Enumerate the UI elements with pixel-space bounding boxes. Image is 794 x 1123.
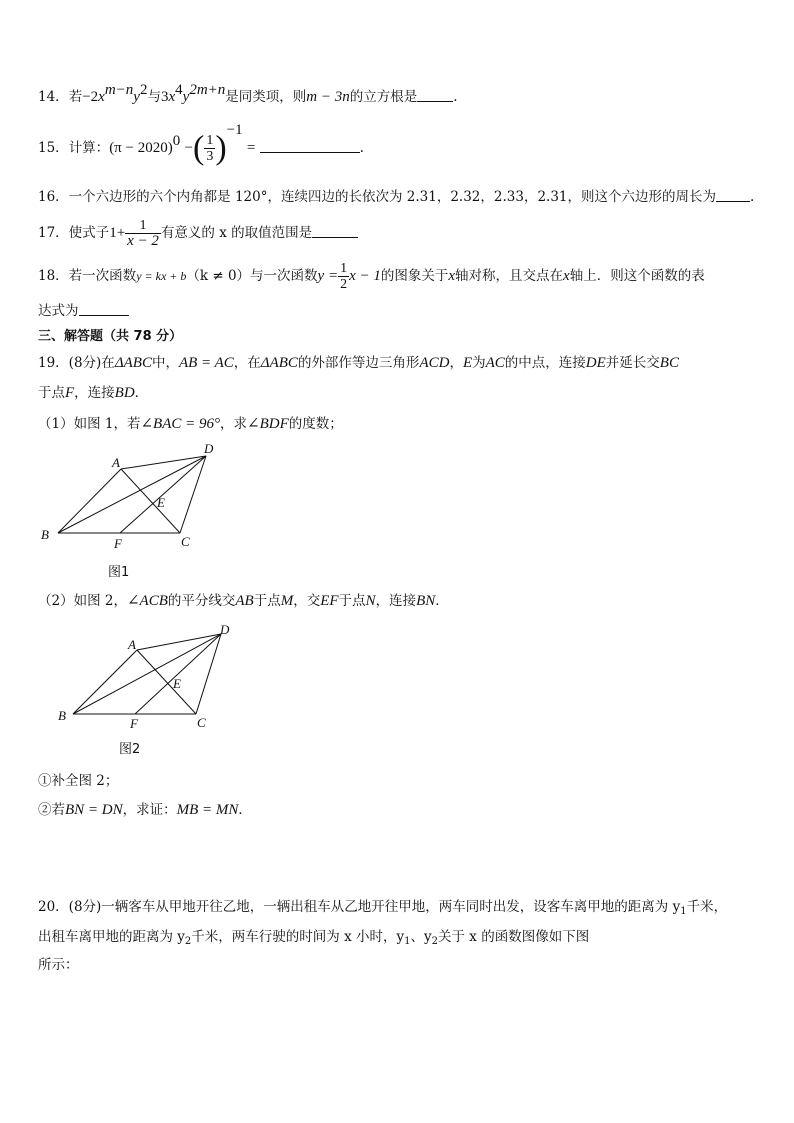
q18-axis-2: x (563, 268, 570, 284)
q17-lead: 1+ (109, 225, 126, 241)
q18-text-4: 轴上．则这个函数的表 (569, 268, 705, 284)
q15-minus: − (184, 140, 193, 156)
q19-equation-1: AB = AC (178, 355, 234, 371)
q14-coef-1: −2 (82, 89, 99, 105)
q19-sub2-text-a: ②若 (38, 802, 65, 818)
fig1-label-e: E (157, 495, 165, 510)
q19-text-f: 为 (472, 355, 486, 371)
q19-part2-text-b: 的平分线交 (167, 593, 236, 609)
q14-exp-y1: 2 (139, 82, 148, 98)
q20-line-2c: 、y (410, 929, 432, 945)
q15-frac-num: 1 (206, 133, 214, 148)
q19-sub2-text-b: ，求证： (122, 802, 177, 818)
q17-frac-num: 1 (125, 218, 161, 234)
q19-part2-ef: EF (320, 593, 339, 609)
q15-number: 15． (38, 140, 69, 156)
q14-exp-1: m−n (104, 82, 134, 98)
q20-line-2-sub2: 1 (404, 936, 411, 947)
q19-part1-text-a: （1）如图 1，若 (38, 416, 141, 432)
q19-part2-text-c: 于点 (253, 593, 281, 609)
q19-bd: BD (114, 385, 135, 401)
q20-line-2-sub1: 2 (184, 936, 192, 947)
q19-point-f: F (65, 385, 75, 401)
q19-part1-angle: ∠BAC = 96° (140, 416, 221, 432)
q14-expression: m − 3n (306, 89, 350, 105)
q15-right-paren: ) (215, 129, 227, 167)
fig2-label-c: C (197, 715, 206, 730)
fig2-segment-ba (73, 650, 137, 714)
q18-text-1: 与一次函数 (250, 268, 318, 284)
q14-var-y1: y (133, 89, 140, 105)
q18-text-3: 轴对称，且交点在 (455, 268, 564, 284)
q14-var-y2: y (182, 89, 190, 105)
q19-part2-text-d: ，交 (293, 593, 321, 609)
q20-line-1-sub: 1 (680, 906, 687, 917)
q14-text-2: 与 (147, 89, 161, 105)
q17-frac-den: x − 2 (127, 233, 159, 249)
fig1-label-c: C (181, 534, 190, 549)
figure-2-caption: 图2 (119, 742, 141, 757)
q19-sub2-equation-2: MB = MN (176, 802, 239, 818)
q15-equals: = (246, 140, 256, 156)
q19-text-c: ，在 (233, 355, 261, 371)
q18-function-2-lead: y = (317, 268, 339, 284)
question-19-sub-1: ①补全图 2； (38, 773, 119, 789)
q15-end: . (359, 140, 364, 156)
q19-part2-angle: ∠ACB (126, 593, 168, 609)
q19-part2-bn: BN (416, 593, 436, 609)
q14-coef-2: 3 (160, 89, 169, 105)
q19-part2-ab: AB (235, 593, 254, 609)
q19-part2-text-a: （2）如图 2， (38, 593, 127, 609)
q15-exp-1: 0 (172, 133, 181, 149)
q20-line-2d: 关于 x 的函数图像如下图 (438, 929, 590, 945)
q14-text-4: 的立方根是 (349, 89, 418, 105)
q19-part2-text-g: ． (435, 593, 449, 609)
q19-text-2b: ，连接 (74, 385, 115, 401)
q19-text-e: ， (449, 355, 463, 371)
q17-tail: 有意义的 x 的取值范围是 (160, 225, 313, 241)
q19-part1-text-c: 的度数； (288, 416, 343, 432)
q20-line-1-end: 千米， (686, 899, 728, 915)
q20-line-1-text: 20．(8分)一辆客车从甲地开往乙地，一辆出租车从乙地开往甲地，两车同时出发，设客车离甲地的距离为 y (38, 899, 681, 915)
q15-left-paren: ( (192, 129, 205, 167)
q19-triangle-2: ΔABC (260, 355, 298, 371)
fig2-label-a: A (128, 637, 136, 652)
q19-part1-angle-2: ∠BDF (247, 416, 289, 432)
figure-1-caption: 图1 (108, 565, 130, 580)
q19-text-b: 中， (151, 355, 179, 371)
fig2-label-e: E (173, 676, 181, 691)
q19-ac: AC (485, 355, 505, 371)
q19-part2-point-m: M (280, 593, 294, 609)
q19-triangle-1: ΔABC (114, 355, 152, 371)
section-3-heading: 三、解答题（共 78 分） (38, 329, 183, 344)
fig2-label-d: D (220, 622, 230, 637)
q19-acd: ACD (419, 355, 450, 371)
q20-line-2b: 千米，两车行驶的时间为 x 小时，y (191, 929, 405, 945)
q19-text-h: 并延长交 (605, 355, 660, 371)
question-20-line-3: 所示： (38, 957, 79, 973)
q15-exp-2: −1 (226, 122, 243, 138)
q19-text-2c: ． (134, 385, 149, 401)
q18-frac-num: 1 (340, 261, 348, 276)
q18-axis-1: x (448, 268, 456, 284)
q19-de: DE (585, 355, 606, 371)
q16-end: . (750, 189, 755, 205)
fig1-label-d: D (204, 441, 214, 456)
q18-frac-den: 2 (340, 277, 348, 292)
q18-function-2-tail: x − 1 (349, 268, 381, 284)
q19-text-a: 19．(8分)在 (38, 355, 115, 371)
q17-number: 17．使式子 (38, 225, 110, 241)
question-20-line-2 (38, 928, 589, 946)
fig1-label-f: F (114, 536, 122, 551)
q19-sub2-equation: BN = DN (65, 802, 123, 818)
q18-condition: （k ≠ 0） (186, 268, 251, 284)
fig2-label-b: B (58, 708, 66, 723)
q20-line-2a: 出租车离甲地的距离为 y (38, 929, 185, 945)
q14-number: 14． (38, 89, 69, 105)
q19-point-e: E (462, 355, 473, 371)
q20-line-2-sub3: 2 (431, 936, 439, 947)
q19-text-2a: 于点 (38, 385, 65, 401)
q18-line-2-text: 达式为 (38, 303, 79, 319)
q15-expression-1: (π − 2020) (109, 140, 173, 156)
q19-bc: BC (659, 355, 679, 371)
q16-text: 16．一个六边形的六个内角都是 120°，连续四边的长依次为 2.31，2.32，2.33，2.31，则这个六边形的周长为 (38, 189, 717, 205)
q15-frac-den: 3 (206, 149, 214, 164)
q19-text-g: 的中点，连接 (504, 355, 586, 371)
fig1-label-a: A (112, 455, 120, 470)
fig2-segment-bd (73, 634, 221, 714)
q15-text-1: 计算： (68, 140, 110, 156)
q19-part1-text-b: ，求 (220, 416, 248, 432)
q14-end: . (453, 89, 458, 105)
q14-var-1: x (98, 89, 105, 105)
fig2-label-f: F (130, 716, 138, 731)
fig1-label-b: B (41, 527, 49, 542)
q14-text-3: 是同类项，则 (225, 89, 307, 105)
q19-text-d: 的外部作等边三角形 (297, 355, 420, 371)
q14-text-1: 若 (68, 89, 83, 105)
q18-number: 18．若一次函数 (38, 268, 137, 284)
question-20-line-1 (38, 898, 727, 916)
q18-text-2: 的图象关于 (380, 268, 449, 284)
fig2-segment-ad (137, 634, 221, 650)
q14-var-2: x (168, 89, 176, 105)
q19-part2-point-n: N (365, 593, 376, 609)
q19-part2-text-e: 于点 (338, 593, 366, 609)
q19-sub2-text-c: ． (238, 802, 252, 818)
q19-part2-text-f: ，连接 (375, 593, 417, 609)
q14-exp-y2: 2m+n (189, 82, 226, 98)
question-19-sub-2 (38, 801, 252, 819)
q18-function-1: y = kx + b (136, 269, 187, 283)
q14-exp-2: 4 (175, 82, 183, 98)
